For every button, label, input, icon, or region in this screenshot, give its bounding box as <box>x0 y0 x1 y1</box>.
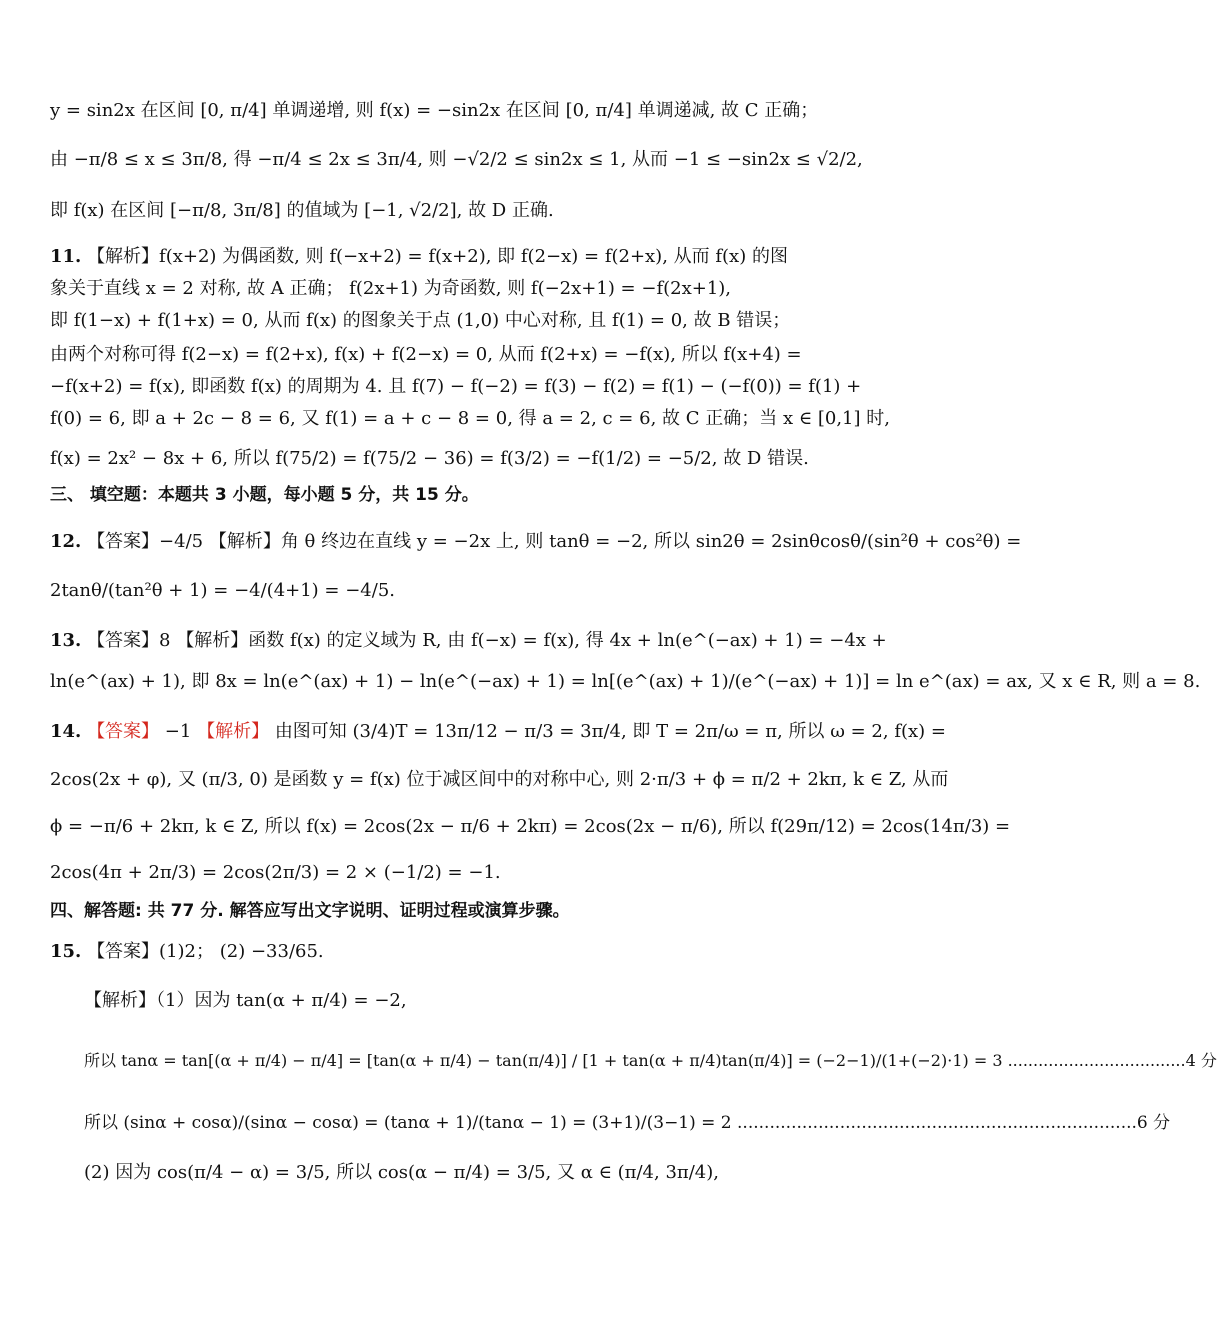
question-12 <box>50 527 1022 557</box>
text-line: 【答案】(1)2； (2) −33/65. <box>87 941 324 962</box>
text-line: 2tanθ/(tan²θ + 1) = −4/(4+1) = −4/5. <box>50 580 395 601</box>
question-number: 14. <box>50 721 82 742</box>
text-line: 由 −π/8 ≤ x ≤ 3π/8, 得 −π/4 ≤ 2x ≤ 3π/4, 则 −√2/2 ≤ sin2x ≤ 1, 从而 −1 ≤ −sin2x ≤ √2/2, <box>50 149 863 170</box>
text-line: ln(e^(ax) + 1), 即 8x = ln(e^(ax) + 1) − ln(e^(−ax) + 1) = ln[(e^(ax) + 1)/(e^(−ax) + 1)] = ln e^(ax) = ax, 又 x ∈ R, 则 a = 8. <box>50 671 1201 692</box>
text-line: (2) 因为 cos(π/4 − α) = 3/5, 所以 cos(α − π/4) = 3/5, 又 α ∈ (π/4, 3π/4), <box>84 1162 719 1183</box>
section-heading: 四、解答题: 共 77 分. 解答应写出文字说明、证明过程或演算步骤。 <box>50 901 570 921</box>
text-line: 由两个对称可得 f(2−x) = f(2+x), f(x) + f(2−x) = 0, 从而 f(2+x) = −f(x), 所以 f(x+4) = <box>50 344 802 365</box>
text-line: 象关于直线 x = 2 对称, 故 A 正确； f(2x+1) 为奇函数, 则 f(−2x+1) = −f(2x+1), <box>50 278 732 299</box>
text-line: 2cos(4π + 2π/3) = 2cos(2π/3) = 2 × (−1/2) = −1. <box>50 862 501 883</box>
text-line: 【答案】−4/5 【解析】角 θ 终边在直线 y = −2x 上, 则 tanθ = −2, 所以 sin2θ = 2sinθcosθ/(sin²θ + cos²θ) = <box>87 531 1022 552</box>
text-line: ϕ = −π/6 + 2kπ, k ∈ Z, 所以 f(x) = 2cos(2x − π/6 + 2kπ) = 2cos(2x − π/6), 所以 f(29π/12) = 2cos(14π/3) = <box>50 816 1011 837</box>
text-line: −f(x+2) = f(x), 即函数 f(x) 的周期为 4. 且 f(7) − f(−2) = f(3) − f(2) = f(1) − (−f(0)) = f(1) + <box>50 376 862 397</box>
text-line: y = sin2x 在区间 [0, π/4] 单调递增, 则 f(x) = −sin2x 在区间 [0, π/4] 单调递减, 故 C 正确； <box>50 100 819 121</box>
text-line: 【解析】f(x+2) 为偶函数, 则 f(−x+2) = f(x+2), 即 f(2−x) = f(2+x), 从而 f(x) 的图 <box>87 246 788 267</box>
question-14 <box>50 717 946 747</box>
text-line: 由图可知 (3/4)T = 13π/12 − π/3 = 3π/4, 即 T = 2π/ω = π, 所以 ω = 2, f(x) = <box>274 721 946 742</box>
text-line: f(0) = 6, 即 a + 2c − 8 = 6, 又 f(1) = a + c − 8 = 0, 得 a = 2, c = 6, 故 C 正确；当 x ∈ [0,1] 时, <box>50 408 890 429</box>
text-line: 所以 (sinα + cosα)/(sinα − cosα) = (tanα + 1)/(tanα − 1) = (3+1)/(3−1) = 2 ..........................................................................6 分 <box>84 1113 1171 1133</box>
question-13 <box>50 626 910 656</box>
question-number: 13. <box>50 630 82 651</box>
text-line: 2cos(2x + φ), 又 (π/3, 0) 是函数 y = f(x) 位于减区间中的对称中心, 则 2·π/3 + ϕ = π/2 + 2kπ, k ∈ Z, 从而 <box>50 769 949 790</box>
answer-tag: 【答案】 <box>87 721 160 742</box>
question-number: 12. <box>50 531 82 552</box>
text-line: f(x) = 2x² − 8x + 6, 所以 f(75/2) = f(75/2 − 36) = f(3/2) = −f(1/2) = −5/2, 故 D 错误. <box>50 448 809 469</box>
section-heading: 三、 填空题：本题共 3 小题，每小题 5 分，共 15 分。 <box>50 485 479 505</box>
text-line: 即 f(1−x) + f(1+x) = 0, 从而 f(x) 的图象关于点 (1,0) 中心对称, 且 f(1) = 0, 故 B 错误； <box>50 310 791 331</box>
question-15 <box>50 937 910 967</box>
question-11 <box>50 242 910 272</box>
text-line: 即 f(x) 在区间 [−π/8, 3π/8] 的值域为 [−1, √2/2], 故 D 正确. <box>50 200 554 221</box>
analysis-tag: 【解析】 <box>197 721 270 742</box>
text-line: 【解析】（1）因为 tan(α + π/4) = −2, <box>84 990 407 1011</box>
question-number: 11. <box>50 246 82 267</box>
text-line: 所以 tanα = tan[(α + π/4) − π/4] = [tan(α + π/4) − tan(π/4)] / [1 + tan(α + π/4)tan(π/4)] = (−2−1)/(1+(−2)·1) = 3 ...................................4 分 <box>84 1051 1217 1070</box>
question-number: 15. <box>50 941 82 962</box>
text-line: 【答案】8 【解析】函数 f(x) 的定义域为 R, 由 f(−x) = f(x), 得 4x + ln(e^(−ax) + 1) = −4x + <box>87 630 887 651</box>
answer-value: −1 <box>164 721 192 742</box>
